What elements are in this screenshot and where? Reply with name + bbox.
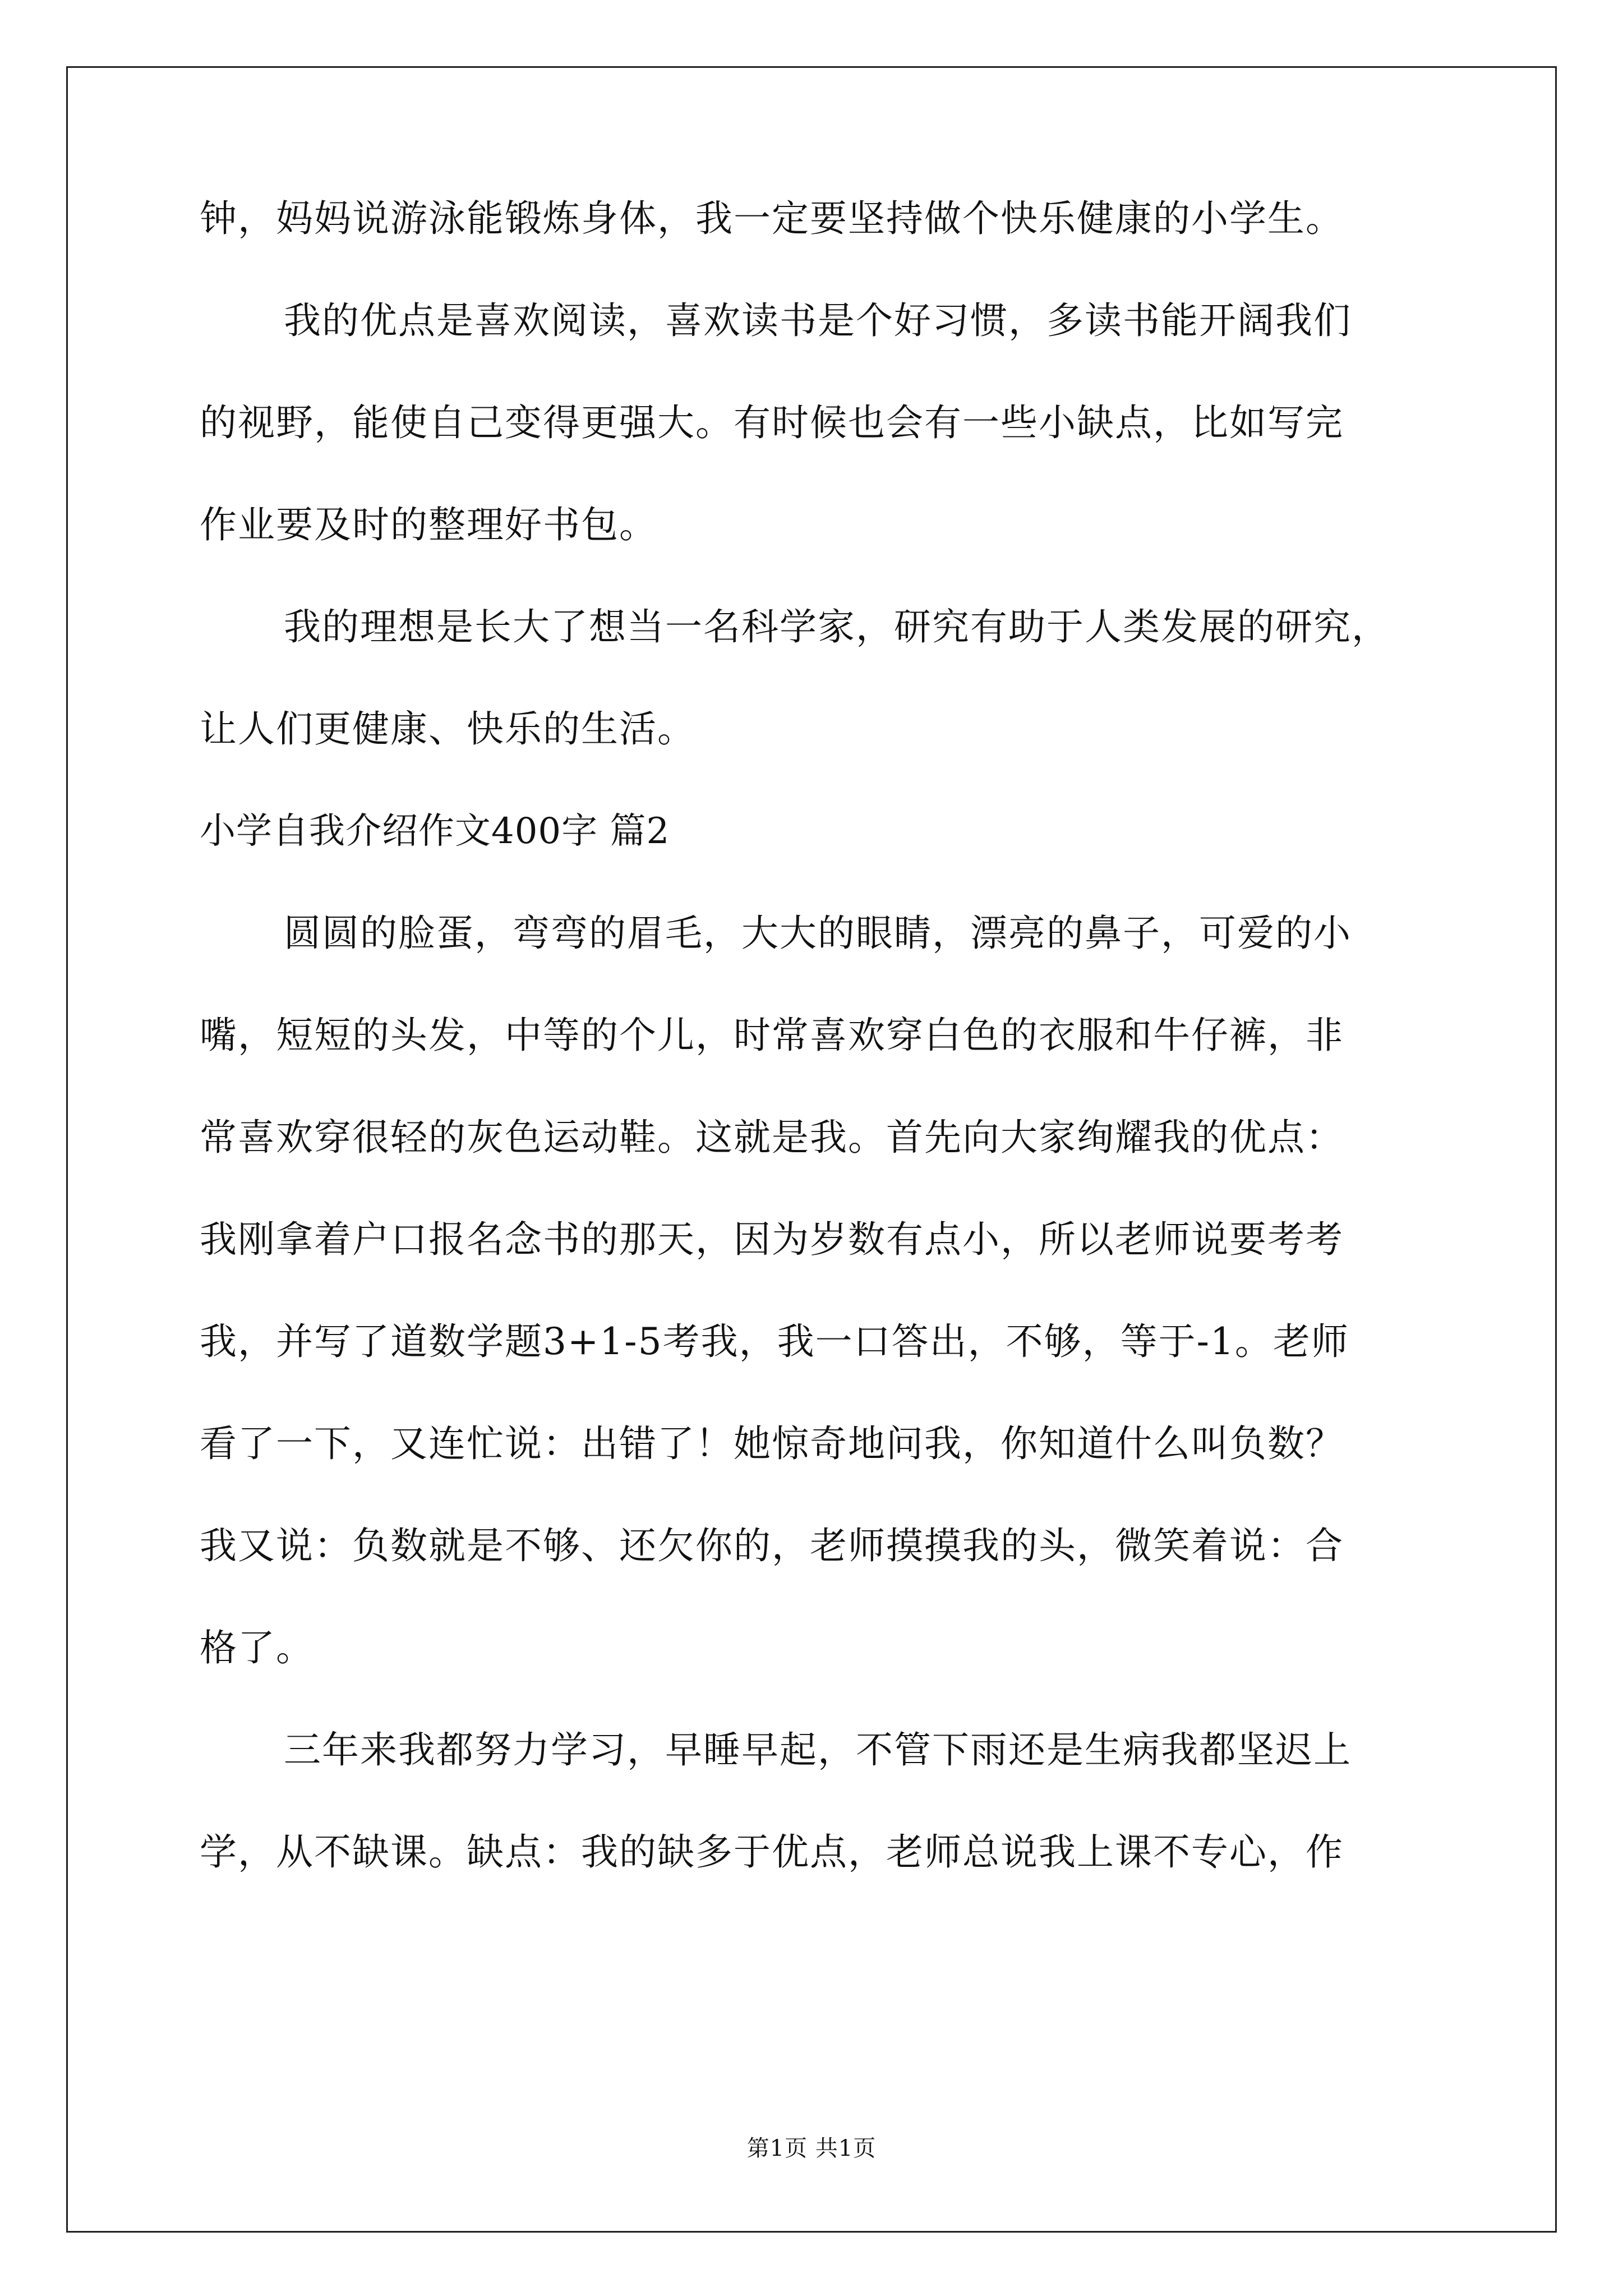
paragraph-line: 格了。 [200, 1626, 314, 1669]
paragraph-line: 作业要及时的整理好书包。 [200, 503, 657, 546]
page-footer: 第1页 共1页 [746, 2136, 877, 2161]
paragraph-line: 我，并写了道数学题3+1-5考我，我一口答出，不够，等于-1。老师 [200, 1320, 1349, 1363]
paragraph-line: 看了一下，又连忙说：出错了！她惊奇地问我，你知道什么叫负数？ [200, 1422, 1344, 1465]
paragraph-line: 圆圆的脸蛋，弯弯的眉毛，大大的眼睛，漂亮的鼻子，可爱的小 [284, 912, 1352, 955]
paragraph-line: 常喜欢穿很轻的灰色运动鞋。这就是我。首先向大家绚耀我的优点： [200, 1116, 1344, 1159]
document-body [200, 191, 1433, 1880]
paragraph-line: 我刚拿着户口报名念书的那天，因为岁数有点小，所以老师说要考考 [200, 1218, 1344, 1261]
paragraph-line: 嘴，短短的头发，中等的个儿，时常喜欢穿白色的衣服和牛仔裤，非 [200, 1014, 1344, 1057]
paragraph-line: 钟，妈妈说游泳能锻炼身体，我一定要坚持做个快乐健康的小学生。 [200, 197, 1344, 240]
paragraph-line: 我的理想是长大了想当一名科学家，研究有助于人类发展的研究， [284, 605, 1390, 648]
paragraph-line: 我又说：负数就是不够、还欠你的，老师摸摸我的头，微笑着说：合 [200, 1524, 1344, 1567]
paragraph-line: 我的优点是喜欢阅读，喜欢读书是个好习惯，多读书能开阔我们 [284, 299, 1352, 342]
paragraph-line: 的视野，能使自己变得更强大。有时候也会有一些小缺点，比如写完 [200, 401, 1344, 444]
paragraph-line: 让人们更健康、快乐的生活。 [200, 707, 695, 751]
section-heading: 小学自我介绍作文400字 篇2 [200, 811, 670, 852]
paragraph-line: 三年来我都努力学习，早睡早起，不管下雨还是生病我都坚迟上 [284, 1728, 1352, 1772]
paragraph-line: 学，从不缺课。缺点：我的缺多于优点，老师总说我上课不专心，作 [200, 1830, 1344, 1874]
